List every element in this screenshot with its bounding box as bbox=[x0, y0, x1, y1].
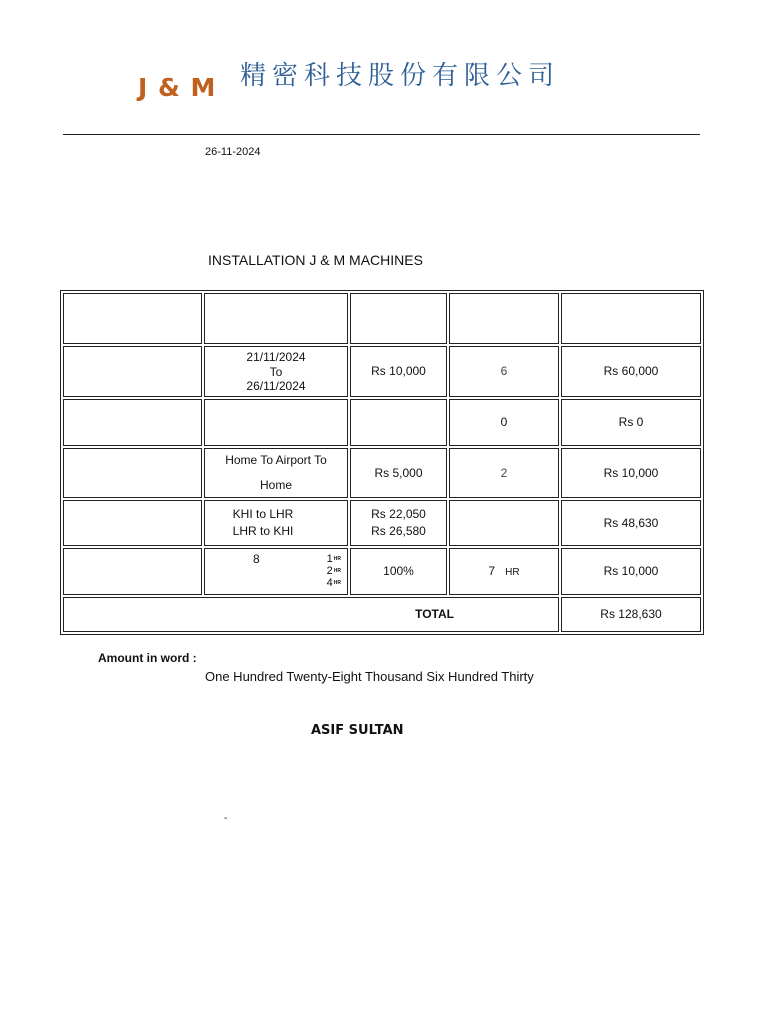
row-label bbox=[63, 399, 202, 446]
header-cell bbox=[63, 293, 202, 344]
row-quantity: 2 bbox=[449, 448, 559, 498]
header-cell bbox=[204, 293, 348, 344]
total-label: TOTAL bbox=[63, 597, 559, 632]
row-quantity bbox=[449, 500, 559, 546]
row-description bbox=[204, 399, 348, 446]
date-from: 21/11/2024 bbox=[246, 349, 306, 364]
row-amount: Rs 60,000 bbox=[561, 346, 701, 397]
table-row bbox=[63, 346, 701, 397]
route-line: KHI to LHR bbox=[232, 507, 294, 521]
fare-value: Rs 26,580 bbox=[371, 524, 426, 538]
total-row bbox=[63, 597, 701, 632]
route-line: Home To Airport To bbox=[225, 453, 327, 467]
table-header-row bbox=[63, 293, 701, 344]
route-line: Home bbox=[259, 478, 292, 492]
hour-entry: $4^{HR}$ bbox=[326, 576, 341, 589]
table-row bbox=[63, 500, 701, 546]
row-rate: Rs 5,000 bbox=[350, 448, 447, 498]
row-description bbox=[204, 346, 348, 397]
duration-value: 8 bbox=[253, 551, 260, 566]
route-line: LHR to KHI bbox=[232, 524, 294, 538]
date-to-word: To bbox=[269, 364, 283, 379]
row-label bbox=[63, 500, 202, 546]
footer-mark: - bbox=[224, 813, 228, 824]
header-cell bbox=[449, 293, 559, 344]
amount-in-word-text: One Hundred Twenty-Eight Thousand Six Hundred Thirty bbox=[205, 669, 534, 684]
row-amount: Rs 48,630 bbox=[561, 500, 701, 546]
row-amount: Rs 10,000 bbox=[561, 548, 701, 595]
hour-entry: $1^{HR}$ bbox=[326, 552, 341, 565]
fare-value: Rs 22,050 bbox=[371, 507, 426, 521]
header-divider bbox=[63, 134, 700, 135]
row-amount: Rs 10,000 bbox=[561, 448, 701, 498]
row-description bbox=[204, 500, 348, 546]
table-row bbox=[63, 399, 701, 446]
row-amount: Rs 0 bbox=[561, 399, 701, 446]
signatory-name: ASIF SULTAN bbox=[311, 723, 404, 738]
row-rate bbox=[350, 500, 447, 546]
row-description bbox=[204, 548, 348, 595]
row-rate bbox=[350, 399, 447, 446]
row-label bbox=[63, 448, 202, 498]
invoice-table bbox=[60, 290, 704, 635]
document-title: INSTALLATION J & M MACHINES bbox=[208, 252, 423, 268]
row-label bbox=[63, 548, 202, 595]
amount-in-word-label: Amount in word : bbox=[98, 651, 197, 665]
company-name: 精密科技股份有限公司 bbox=[240, 61, 561, 91]
header-cell bbox=[350, 293, 447, 344]
row-rate: Rs 10,000 bbox=[350, 346, 447, 397]
row-quantity: 0 bbox=[449, 399, 559, 446]
table-row bbox=[63, 448, 701, 498]
total-amount: Rs 128,630 bbox=[561, 597, 701, 632]
hour-entry: $2^{HR}$ bbox=[326, 564, 341, 577]
company-logo: J & M bbox=[138, 73, 217, 102]
header-cell bbox=[561, 293, 701, 344]
row-quantity: 7 HR bbox=[449, 548, 559, 595]
date-to: 26/11/2024 bbox=[246, 378, 306, 393]
table-row bbox=[63, 548, 701, 595]
row-description bbox=[204, 448, 348, 498]
row-rate: 100% bbox=[350, 548, 447, 595]
row-label bbox=[63, 346, 202, 397]
document-date: 26-11-2024 bbox=[205, 146, 261, 158]
row-quantity: 6 bbox=[449, 346, 559, 397]
